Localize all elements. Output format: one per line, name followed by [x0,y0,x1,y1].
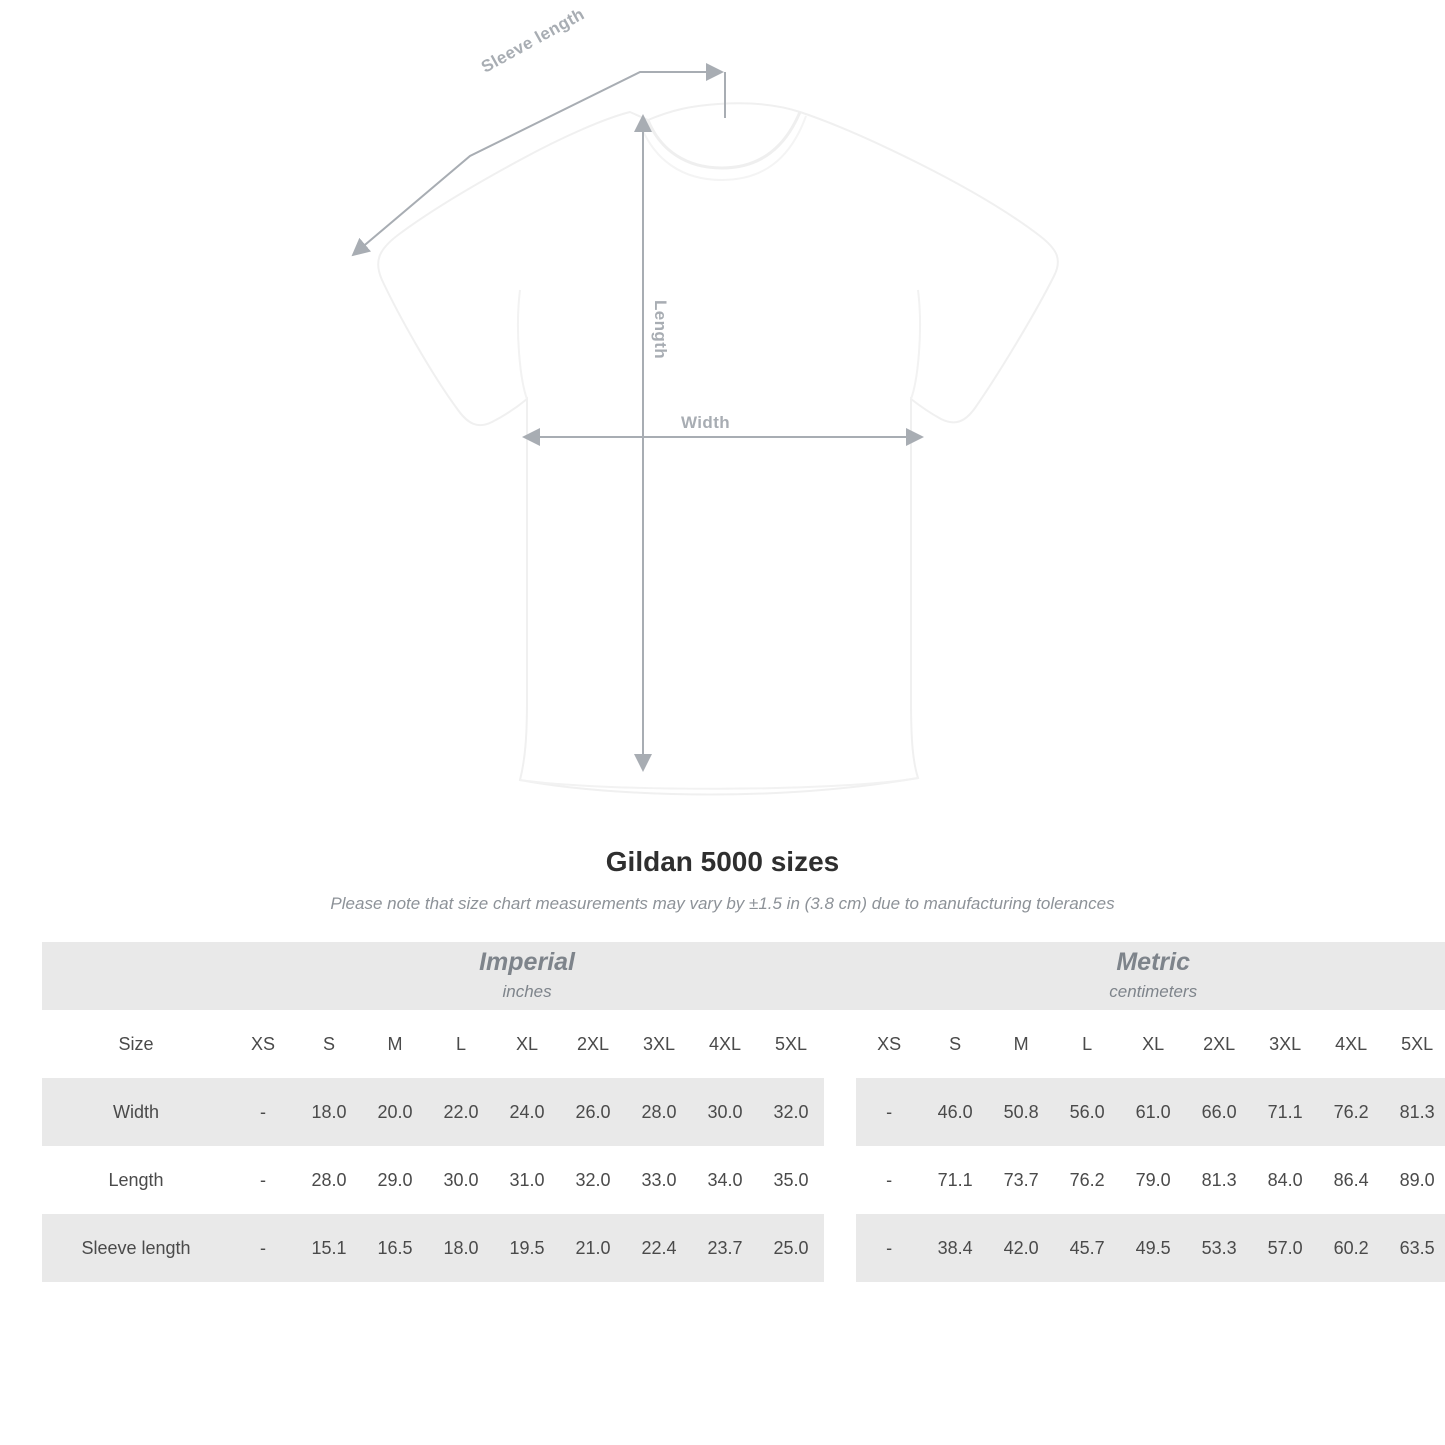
size-header-imperial-5xl: 5XL [758,1010,824,1078]
table-row-width [42,1078,1445,1146]
sleeve-metric-3xl: 57.0 [1252,1214,1318,1282]
size-header-imperial-4xl: 4XL [692,1010,758,1078]
width-metric-3xl: 71.1 [1252,1078,1318,1146]
sleeve-imperial-l: 18.0 [428,1214,494,1282]
width-metric-5xl: 81.3 [1384,1078,1445,1146]
size-header-spacer [824,1010,856,1078]
sleeve-imperial-xl: 19.5 [494,1214,560,1282]
length-imperial-m: 29.0 [362,1146,428,1214]
unit-header-metric [856,942,1445,1010]
length-imperial-4xl: 34.0 [692,1146,758,1214]
width-imperial-s: 18.0 [296,1078,362,1146]
size-chart-container [42,942,1435,1282]
unit-header-spacer [824,942,856,1010]
length-metric-xs: - [856,1146,922,1214]
width-imperial-m: 20.0 [362,1078,428,1146]
size-header-row [42,1010,1445,1078]
length-metric-2xl: 81.3 [1186,1146,1252,1214]
length-metric-s: 71.1 [922,1146,988,1214]
size-header-metric-2xl: 2XL [1186,1010,1252,1078]
imperial-unit-label: inches [502,982,552,1002]
size-header-metric-l: L [1054,1010,1120,1078]
sleeve-metric-s: 38.4 [922,1214,988,1282]
unit-header-blank [42,942,230,1010]
length-label: Length [651,300,670,360]
chart-heading [0,846,1445,914]
size-header-metric-s: S [922,1010,988,1078]
length-spacer [824,1146,856,1214]
length-imperial-xl: 31.0 [494,1146,560,1214]
row-label-sleeve-length: Sleeve length [42,1214,230,1282]
imperial-system-label: Imperial [479,947,575,976]
width-metric-xs: - [856,1078,922,1146]
page-title: Gildan 5000 sizes [605,846,840,877]
size-header-metric-xs: XS [856,1010,922,1078]
sleeve-metric-xl: 49.5 [1120,1214,1186,1282]
sleeve-metric-xs: - [856,1214,922,1282]
length-metric-5xl: 89.0 [1384,1146,1445,1214]
width-metric-l: 56.0 [1054,1078,1120,1146]
tshirt-shape [378,103,1058,794]
table-row-length [42,1146,1445,1214]
row-label-width: Width [42,1078,230,1146]
size-header-metric-3xl: 3XL [1252,1010,1318,1078]
width-imperial-2xl: 26.0 [560,1078,626,1146]
sleeve-imperial-m: 16.5 [362,1214,428,1282]
length-metric-m: 73.7 [988,1146,1054,1214]
length-metric-l: 76.2 [1054,1146,1120,1214]
size-header-imperial-xs: XS [230,1010,296,1078]
sleeve-metric-5xl: 63.5 [1384,1214,1445,1282]
tolerance-note: Please note that size chart measurements may vary by ±1.5 in (3.8 cm) due to manufacturing tolerances [330,894,1115,913]
width-metric-m: 50.8 [988,1078,1054,1146]
unit-header-row [42,942,1445,1010]
length-imperial-xs: - [230,1146,296,1214]
sleeve-imperial-xs: - [230,1214,296,1282]
length-metric-3xl: 84.0 [1252,1146,1318,1214]
width-imperial-3xl: 28.0 [626,1078,692,1146]
length-metric-xl: 79.0 [1120,1146,1186,1214]
metric-system-label: Metric [1116,947,1190,976]
sleeve-imperial-2xl: 21.0 [560,1214,626,1282]
width-metric-2xl: 66.0 [1186,1078,1252,1146]
width-metric-s: 46.0 [922,1078,988,1146]
width-imperial-l: 22.0 [428,1078,494,1146]
size-header-metric-m: M [988,1010,1054,1078]
width-imperial-4xl: 30.0 [692,1078,758,1146]
sleeve-imperial-3xl: 22.4 [626,1214,692,1282]
sleeve-imperial-5xl: 25.0 [758,1214,824,1282]
size-header-metric-xl: XL [1120,1010,1186,1078]
length-imperial-2xl: 32.0 [560,1146,626,1214]
metric-unit-label: centimeters [1109,982,1198,1002]
sleeve-metric-m: 42.0 [988,1214,1054,1282]
width-metric-xl: 61.0 [1120,1078,1186,1146]
length-imperial-5xl: 35.0 [758,1146,824,1214]
sleeve-metric-4xl: 60.2 [1318,1214,1384,1282]
length-imperial-l: 30.0 [428,1146,494,1214]
width-imperial-xs: - [230,1078,296,1146]
table-row-sleeve-length [42,1214,1445,1282]
size-chart-table [42,942,1445,1282]
size-header-imperial-s: S [296,1010,362,1078]
size-header-imperial-3xl: 3XL [626,1010,692,1078]
width-label: Width [681,413,731,432]
sleeve-metric-l: 45.7 [1054,1214,1120,1282]
size-header-imperial-xl: XL [494,1010,560,1078]
unit-header-imperial [230,942,824,1010]
size-header-metric-5xl: 5XL [1384,1010,1445,1078]
size-header-imperial-m: M [362,1010,428,1078]
length-imperial-s: 28.0 [296,1146,362,1214]
width-spacer [824,1078,856,1146]
width-metric-4xl: 76.2 [1318,1078,1384,1146]
sleeve-imperial-s: 15.1 [296,1214,362,1282]
length-metric-4xl: 86.4 [1318,1146,1384,1214]
sleeve-metric-2xl: 53.3 [1186,1214,1252,1282]
size-header-metric-4xl: 4XL [1318,1010,1384,1078]
sleeve-imperial-4xl: 23.7 [692,1214,758,1282]
size-column-header: Size [42,1010,230,1078]
width-imperial-xl: 24.0 [494,1078,560,1146]
sleeve-spacer [824,1214,856,1282]
width-imperial-5xl: 32.0 [758,1078,824,1146]
length-imperial-3xl: 33.0 [626,1146,692,1214]
size-header-imperial-2xl: 2XL [560,1010,626,1078]
sleeve-length-label: Sleeve length [478,4,588,77]
row-label-length: Length [42,1146,230,1214]
size-header-imperial-l: L [428,1010,494,1078]
